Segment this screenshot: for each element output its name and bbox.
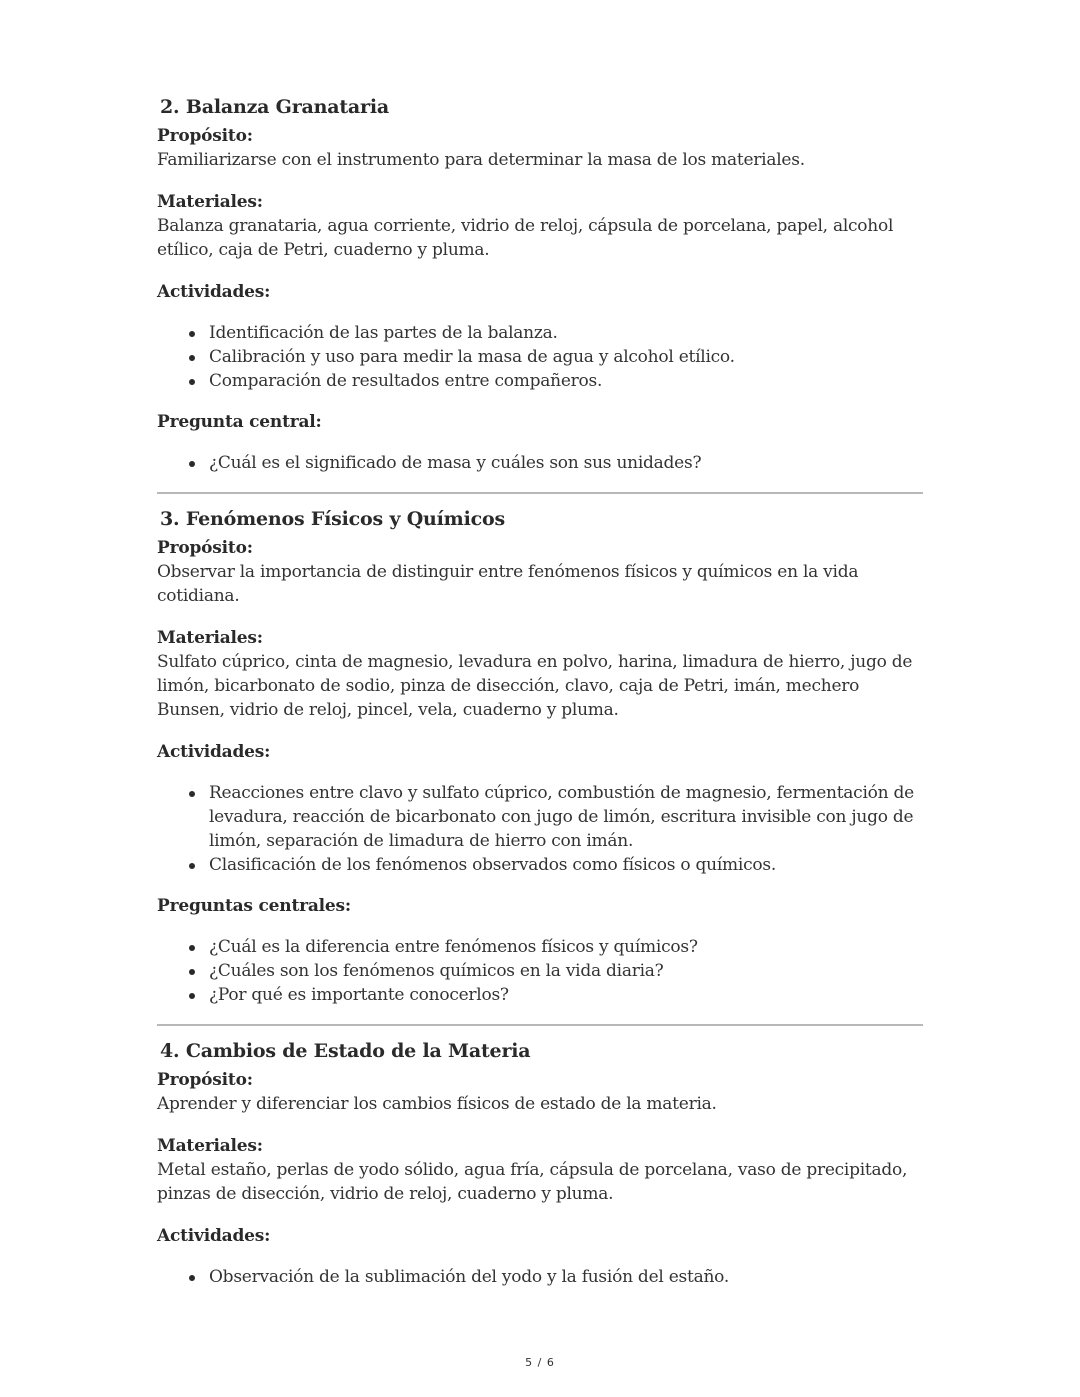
questions-label: Preguntas centrales:: [157, 896, 351, 916]
purpose-text: Familiarizarse con el instrumento para determinar la masa de los materiales.: [157, 150, 805, 170]
materials-text: Balanza granataria, agua corriente, vidrio de reloj, cápsula de porcelana, papel, alcohol etílico, caja de Petri, cuaderno y pluma.: [157, 216, 894, 260]
purpose-text: Observar la importancia de distinguir entre fenómenos físicos y químicos en la vida cotidiana.: [157, 562, 859, 606]
list-item: Clasificación de los fenómenos observados como físicos o químicos.: [209, 853, 923, 877]
section-title: 3. Fenómenos Físicos y Químicos: [160, 508, 505, 530]
questions-label: Pregunta central:: [157, 412, 322, 432]
activities-list: [157, 1265, 923, 1289]
list-item: Calibración y uso para medir la masa de agua y alcohol etílico.: [209, 345, 923, 369]
section-divider: [157, 492, 923, 494]
list-item: ¿Cuál es la diferencia entre fenómenos físicos y químicos?: [209, 935, 923, 959]
activities-label: Actividades:: [157, 282, 271, 302]
list-item: Observación de la sublimación del yodo y la fusión del estaño.: [209, 1265, 923, 1289]
section-title: 2. Balanza Granataria: [160, 96, 389, 118]
section-fenomenos-fisicos-quimicos: [157, 506, 923, 1007]
section-divider: [157, 1024, 923, 1026]
document-page: [157, 94, 923, 1306]
questions-list: [157, 451, 923, 475]
section-title: 4. Cambios de Estado de la Materia: [160, 1040, 531, 1062]
list-item: ¿Cuáles son los fenómenos químicos en la vida diaria?: [209, 959, 923, 983]
activities-label: Actividades:: [157, 742, 271, 762]
list-item: ¿Cuál es el significado de masa y cuáles son sus unidades?: [209, 451, 923, 475]
materials-text: Metal estaño, perlas de yodo sólido, agua fría, cápsula de porcelana, vaso de precipitado, pinzas de disección, vidrio de reloj, cuaderno y pluma.: [157, 1160, 908, 1204]
materials-label: Materiales:: [157, 192, 263, 212]
list-item: ¿Por qué es importante conocerlos?: [209, 983, 923, 1007]
materials-label: Materiales:: [157, 1136, 263, 1156]
purpose-label: Propósito:: [157, 1070, 253, 1090]
section-cambios-de-estado: [157, 1038, 923, 1289]
questions-list: [157, 935, 923, 1007]
materials-label: Materiales:: [157, 628, 263, 648]
activities-label: Actividades:: [157, 1226, 271, 1246]
purpose-label: Propósito:: [157, 538, 253, 558]
list-item: Reacciones entre clavo y sulfato cúprico, combustión de magnesio, fermentación de levadura, reacción de bicarbonato con jugo de limón, escritura invisible con jugo de limón, separación de limadura de hierro con imán.: [209, 781, 923, 853]
purpose-text: Aprender y diferenciar los cambios físicos de estado de la materia.: [157, 1094, 717, 1114]
list-item: Identificación de las partes de la balanza.: [209, 321, 923, 345]
activities-list: [157, 321, 923, 393]
page-number: 5 / 6: [525, 1356, 555, 1369]
list-item: Comparación de resultados entre compañeros.: [209, 369, 923, 393]
section-balanza-granataria: [157, 94, 923, 475]
purpose-label: Propósito:: [157, 126, 253, 146]
activities-list: [157, 781, 923, 877]
materials-text: Sulfato cúprico, cinta de magnesio, levadura en polvo, harina, limadura de hierro, jugo de limón, bicarbonato de sodio, pinza de disección, clavo, caja de Petri, imán, mechero Bunsen, vidrio de reloj, pincel, vela, cuaderno y pluma.: [157, 652, 913, 720]
